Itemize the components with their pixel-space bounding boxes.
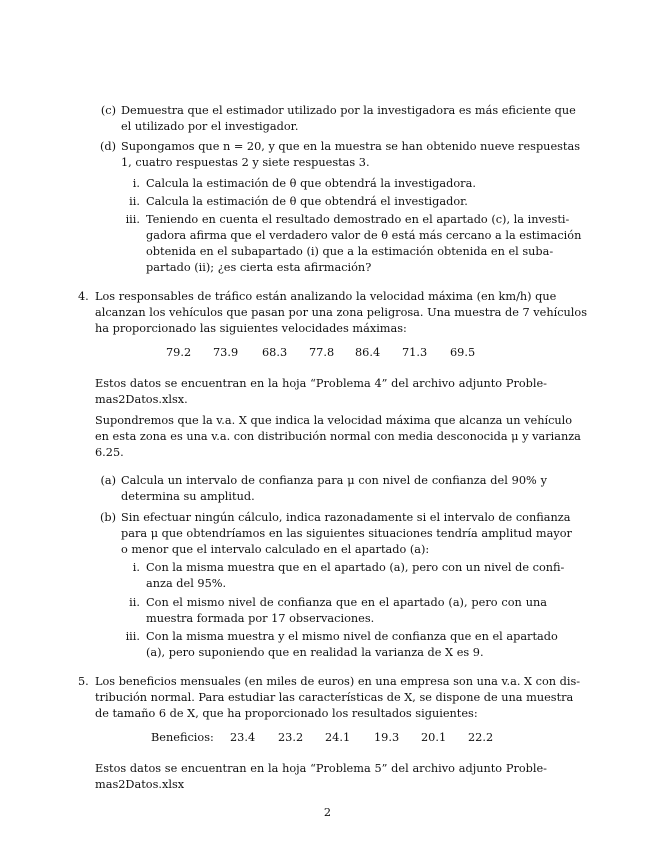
problem-4b-ii-line-2 bbox=[0, 610, 655, 628]
paragraph-text: alcanzan los vehículos que pasan por una zona peligrosa. Una muestra de 7 vehículos bbox=[95, 306, 588, 319]
problem-3d-ii bbox=[0, 193, 655, 211]
item-label: (c) bbox=[100, 104, 116, 117]
problem-5-intro-line-3 bbox=[0, 705, 655, 723]
subitem-text: obtenida en el subapartado (i) que a la estimación obtenida en el suba- bbox=[146, 245, 554, 258]
problem-3c-line-2 bbox=[0, 118, 655, 136]
benefits-row bbox=[0, 729, 655, 747]
subitem-text: (a), pero suponiendo que en realidad la varianza de X es 9. bbox=[146, 646, 484, 659]
paragraph-text: de tamaño 6 de X, que ha proporcionado los resultados siguientes: bbox=[95, 707, 478, 720]
speed-value: 79.2 bbox=[166, 346, 192, 359]
benefits-label: Beneficios: bbox=[151, 731, 214, 744]
problem-3d-line-2 bbox=[0, 154, 655, 172]
paragraph-text: Estos datos se encuentran en la hoja “Problema 4” del archivo adjunto Proble- bbox=[95, 377, 547, 390]
item-label: (b) bbox=[99, 511, 116, 524]
item-label: (d) bbox=[99, 140, 116, 153]
item-text: Sin efectuar ningún cálculo, indica razonadamente si el intervalo de confianza bbox=[121, 511, 571, 524]
subitem-text: anza del 95%. bbox=[146, 577, 227, 590]
subitem-text: Con la misma muestra y el mismo nivel de confianza que en el apartado bbox=[146, 630, 558, 643]
subitem-text: Calcula la estimación de θ que obtendrá la investigadora. bbox=[146, 177, 476, 190]
benefit-value: 20.1 bbox=[421, 731, 447, 744]
problem-4b-iii-line-2 bbox=[0, 644, 655, 662]
item-text: 1, cuatro respuestas 2 y siete respuestas 3. bbox=[121, 156, 370, 169]
item-label: (a) bbox=[100, 474, 116, 487]
speed-value: 71.3 bbox=[402, 346, 428, 359]
subitem-text: muestra formada por 17 observaciones. bbox=[146, 612, 375, 625]
subitem-text: Con el mismo nivel de confianza que en el apartado (a), pero con una bbox=[146, 596, 547, 609]
paragraph-text: Los responsables de tráfico están analizando la velocidad máxima (en km/h) que bbox=[95, 290, 557, 303]
benefit-value: 23.2 bbox=[278, 731, 304, 744]
subitem-text: Teniendo en cuenta el resultado demostrado en el apartado (c), la investi- bbox=[146, 213, 570, 226]
problem-3d-i bbox=[0, 175, 655, 193]
paragraph-text: Supondremos que la v.a. X que indica la velocidad máxima que alcanza un vehículo bbox=[95, 414, 573, 427]
subitem-text: partado (ii); ¿es cierta esta afirmación? bbox=[146, 261, 372, 274]
paragraph-text: 6.25. bbox=[95, 446, 124, 459]
problem-4-intro-line-3 bbox=[0, 320, 655, 338]
paragraph-text: Los beneficios mensuales (en miles de euros) en una empresa son una v.a. X con dis- bbox=[95, 675, 581, 688]
problem-number: 5. bbox=[78, 675, 89, 688]
item-text: determina su amplitud. bbox=[121, 490, 255, 503]
item-text: Demuestra que el estimador utilizado por la investigadora es más eficiente que bbox=[121, 104, 576, 117]
problem-4b-i-line-2 bbox=[0, 575, 655, 593]
problem-4-assume-line-3 bbox=[0, 444, 655, 462]
subitem-label: i. bbox=[132, 561, 140, 574]
benefit-value: 22.2 bbox=[468, 731, 494, 744]
paragraph-text: mas2Datos.xlsx. bbox=[95, 393, 188, 406]
subitem-label: ii. bbox=[129, 596, 140, 609]
subitem-text: Calcula la estimación de θ que obtendrá el investigador. bbox=[146, 195, 468, 208]
paragraph-text: ha proporcionado las siguientes velocidades máximas: bbox=[95, 322, 407, 335]
subitem-label: i. bbox=[132, 177, 140, 190]
item-text: Calcula un intervalo de confianza para μ con nivel de confianza del 90% y bbox=[121, 474, 547, 487]
speed-value: 69.5 bbox=[450, 346, 476, 359]
speed-value: 68.3 bbox=[262, 346, 288, 359]
subitem-text: gadora afirma que el verdadero valor de θ está más cercano a la estimación bbox=[146, 229, 582, 242]
subitem-text: Con la misma muestra que en el apartado (a), pero con un nivel de confi- bbox=[146, 561, 565, 574]
speed-value: 86.4 bbox=[355, 346, 381, 359]
problem-4b-line-3 bbox=[0, 541, 655, 559]
paragraph-text: tribución normal. Para estudiar las características de X, se dispone de una muestra bbox=[95, 691, 574, 704]
paragraph-text: Estos datos se encuentran en la hoja “Problema 5” del archivo adjunto Proble- bbox=[95, 762, 547, 775]
problem-5-data-note-line-2 bbox=[0, 776, 655, 794]
item-text: Supongamos que n = 20, y que en la muestra se han obtenido nueve respuestas bbox=[121, 140, 581, 153]
item-text: para μ que obtendríamos en las siguientes situaciones tendría amplitud mayor bbox=[121, 527, 572, 540]
paragraph-text: mas2Datos.xlsx bbox=[95, 778, 185, 791]
speed-values-row bbox=[0, 344, 655, 362]
benefit-value: 19.3 bbox=[374, 731, 400, 744]
page-number: 2 bbox=[323, 806, 332, 819]
problem-3d-iii-line-4 bbox=[0, 259, 655, 277]
problem-number: 4. bbox=[78, 290, 89, 303]
benefit-value: 24.1 bbox=[325, 731, 351, 744]
problem-4a-line-2 bbox=[0, 488, 655, 506]
problem-4-data-note-line-2 bbox=[0, 391, 655, 409]
subitem-label: iii. bbox=[125, 213, 140, 226]
subitem-label: iii. bbox=[125, 630, 140, 643]
paragraph-text: en esta zona es una v.a. con distribución normal con media desconocida μ y varianza bbox=[95, 430, 581, 443]
speed-value: 77.8 bbox=[309, 346, 335, 359]
item-text: o menor que el intervalo calculado en el apartado (a): bbox=[121, 543, 430, 556]
subitem-label: ii. bbox=[129, 195, 140, 208]
speed-value: 73.9 bbox=[213, 346, 239, 359]
item-text: el utilizado por el investigador. bbox=[121, 120, 299, 133]
benefit-value: 23.4 bbox=[230, 731, 256, 744]
